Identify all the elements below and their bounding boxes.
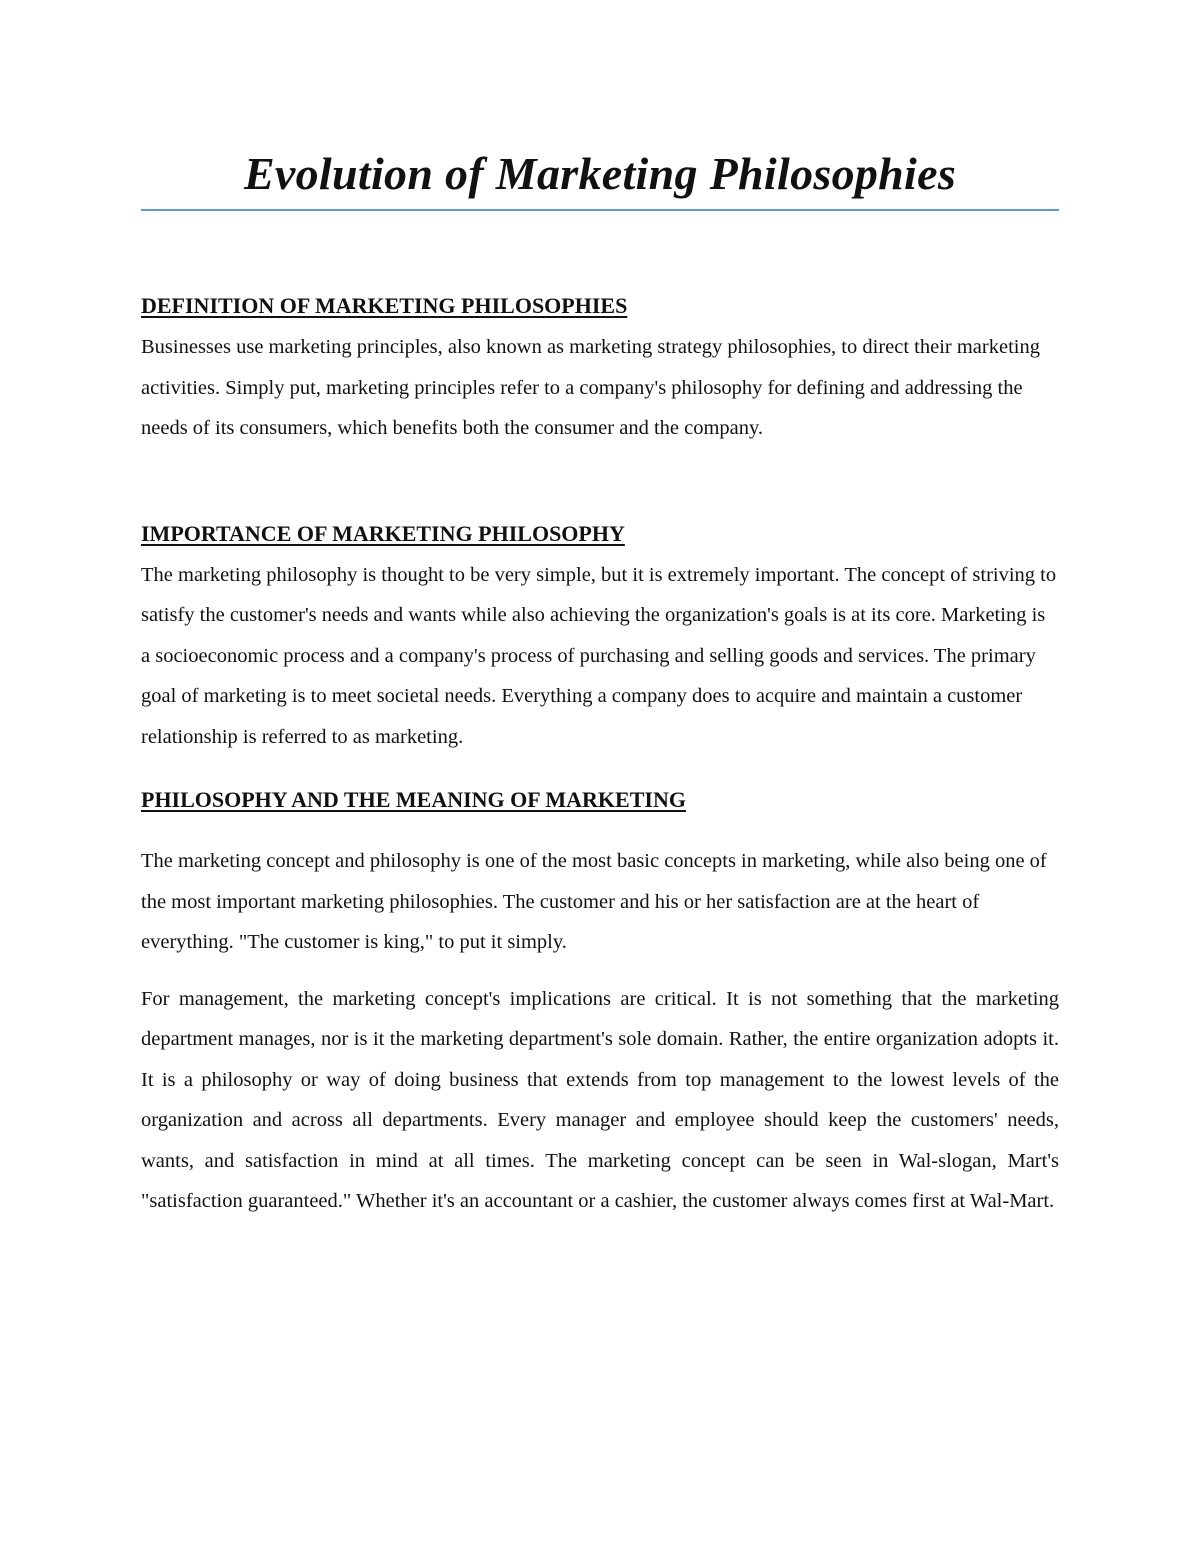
title-underline-rule <box>141 209 1059 211</box>
page-title: Evolution of Marketing Philosophies <box>243 148 957 199</box>
philosophy-meaning-paragraph-2: For management, the marketing concept's implications are critical. It is not something that the marketing department manages, nor is it the marketing department's sole domain. Rather, the entire organization adopts it. It is a philosophy or way of doing business that extends from top management to the lowest levels of the organization and across all departments. Every manager and employee should keep the customers' needs, wants, and satisfaction in mind at all times. The marketing concept can be seen in Wal-slogan, Mart's "satisfaction guaranteed." Whether it's an accountant or a cashier, the customer always comes first at Wal-Mart. <box>141 987 1059 1212</box>
philosophy-meaning-paragraph-1: The marketing concept and philosophy is one of the most basic concepts in marketing, while also being one of the most important marketing philosophies. The customer and his or her satisfaction are at the heart of everything. "The customer is king," to put it simply. <box>141 850 1047 953</box>
importance-paragraph: The marketing philosophy is thought to be very simple, but it is extremely important. The concept of striving to satisfy the customer's needs and wants while also achieving the organization's goals is at its core. Marketing is a socioeconomic process and a company's process of purchasing and selling goods and services. The primary goal of marketing is to meet societal needs. Everything a company does to acquire and maintain a customer relationship is referred to as marketing. <box>141 563 1057 748</box>
section-heading-definition: DEFINITION OF MARKETING PHILOSOPHIES <box>141 293 628 318</box>
document-page <box>141 0 1059 1222</box>
section-heading-philosophy-meaning: PHILOSOPHY AND THE MEANING OF MARKETING <box>141 787 686 812</box>
definition-paragraph: Businesses use marketing principles, also known as marketing strategy philosophies, to direct their marketing activities. Simply put, marketing principles refer to a company's philosophy for defining and addressing the needs of its consumers, which benefits both the consumer and the company. <box>141 336 1040 439</box>
section-heading-importance: IMPORTANCE OF MARKETING PHILOSOPHY <box>141 520 625 546</box>
